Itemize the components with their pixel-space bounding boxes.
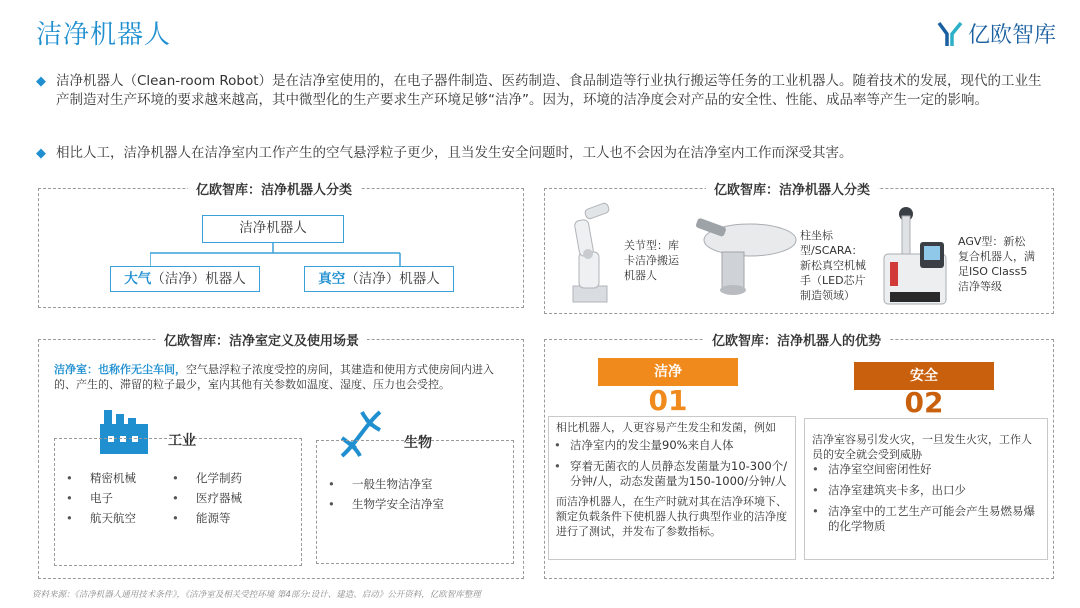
articulated-robot-image [555, 200, 625, 308]
agv-robot-caption: AGV型：新松复合机器人，满足ISO Class5洁净等级 [958, 235, 1035, 293]
safe-list [806, 462, 1042, 534]
root-node: 洁净机器人 [202, 215, 344, 243]
list-item: • 洁净室空间密闭性好 [806, 462, 1042, 477]
list-item: • 洁净室中的工艺生产可能会产生易燃易爆的化学物质 [806, 504, 1042, 534]
intro-bullet-2: ◆ 相比人工，洁净机器人在洁净室内工作产生的空气悬浮粒子更少，且当发生安全问题时，工人也不会因为在洁净室内工作而深受其害。 [36, 145, 853, 161]
clean-tag: 洁净 [598, 358, 738, 386]
define-panel-title: 亿欧智库：洁净室定义及使用场景 [156, 330, 367, 349]
safe-intro: 洁净室容易引发火灾，一旦发生火灾，工作人员的安全就会受到威胁 [812, 433, 1032, 461]
scara-robot-caption: 柱坐标型/SCARA：新松真空机械手（LED芯片制造领域） [800, 229, 866, 302]
list-item: • 洁净室内的发尘量90%来自人体 [548, 438, 792, 453]
page-title: 洁净机器人 [36, 20, 172, 50]
safe-tag: 安全 [854, 362, 994, 390]
intro-bullet-1: ◆ 洁净机器人（Clean-room Robot）是在洁净室使用的，在电子器件制造、医药制造、食品制造等行业执行搬运等任务的工业机器人。随着技术的发展，现代的工业生产制造对生产环境的要求越来越高，其中微型化的生产要求生产环境足够“洁净”。因为，环境的洁净度会对产品的安全性、性能、成品率等产生一定的影响。 [36, 73, 1042, 108]
clean-outro: 而洁净机器人，在生产时就对其在洁净环境下、额定负载条件下使机器人执行典型作业的洁净度进行了测试，并发布了参数指标。 [556, 495, 787, 538]
brand-logo [936, 18, 1056, 49]
agv-robot-image [876, 202, 956, 308]
clean-intro: 相比机器人，人更容易产生发尘和发菌，例如 [556, 421, 776, 434]
list-item: • 能源等 [166, 508, 286, 528]
list-item: • 化学制药 [166, 468, 286, 488]
industry-list-col2 [166, 468, 286, 528]
list-item: • 电子 [60, 488, 170, 508]
tree-connector [150, 243, 410, 267]
scara-robot-image [690, 210, 800, 300]
brand-name: 亿欧智库 [967, 23, 1056, 48]
list-item: • 航天航空 [60, 508, 170, 528]
diamond-bullet-icon: ◆ [36, 146, 46, 161]
vacuum-node: 真空（洁净）机器人 [304, 266, 454, 292]
diamond-bullet-icon: ◆ [36, 74, 46, 89]
list-item: • 穿着无菌衣的人员静态发菌量为10-300个/分钟/人，动态发菌量为150-1000/分钟/人 [548, 459, 792, 489]
classify-panel-title: 亿欧智库：洁净机器人分类 [188, 179, 360, 198]
list-item: • 洁净室建筑夹卡多，出口少 [806, 483, 1042, 498]
clean-list [548, 438, 792, 489]
list-item: • 精密机械 [60, 468, 170, 488]
atmospheric-node: 大气（洁净）机器人 [110, 266, 260, 292]
articulated-robot-caption: 关节型：库卡洁净搬运机器人 [624, 239, 679, 282]
list-item: • 一般生物洁净室 [322, 474, 502, 494]
types-panel-title: 亿欧智库：洁净机器人分类 [706, 179, 878, 198]
clean-number: 01 [648, 384, 688, 417]
safe-number: 02 [904, 386, 944, 419]
source-footnote: 资料来源：《洁净机器人通用技术条件》，《洁净室及相关受控环境 第4部分:设计、建造、启动》公开资料，亿欧智库整理 [32, 590, 481, 600]
list-item: • 医疗器械 [166, 488, 286, 508]
cleanroom-definition: 洁净室：也称作无尘车间，空气悬浮粒子浓度受控的房间，其建造和使用方式使房间内进入的、产生的、滞留的粒子最少，室内其他有关参数如温度、湿度、压力也会受控。 [54, 363, 494, 391]
bio-list [322, 474, 502, 514]
bio-label: 生物 [404, 435, 432, 451]
brand-logo-icon [936, 20, 964, 48]
industry-label: 工业 [168, 433, 196, 449]
industry-list-col1 [60, 468, 170, 528]
advantages-panel-title: 亿欧智库：洁净机器人的优势 [704, 330, 889, 349]
list-item: • 生物学安全洁净室 [322, 494, 502, 514]
